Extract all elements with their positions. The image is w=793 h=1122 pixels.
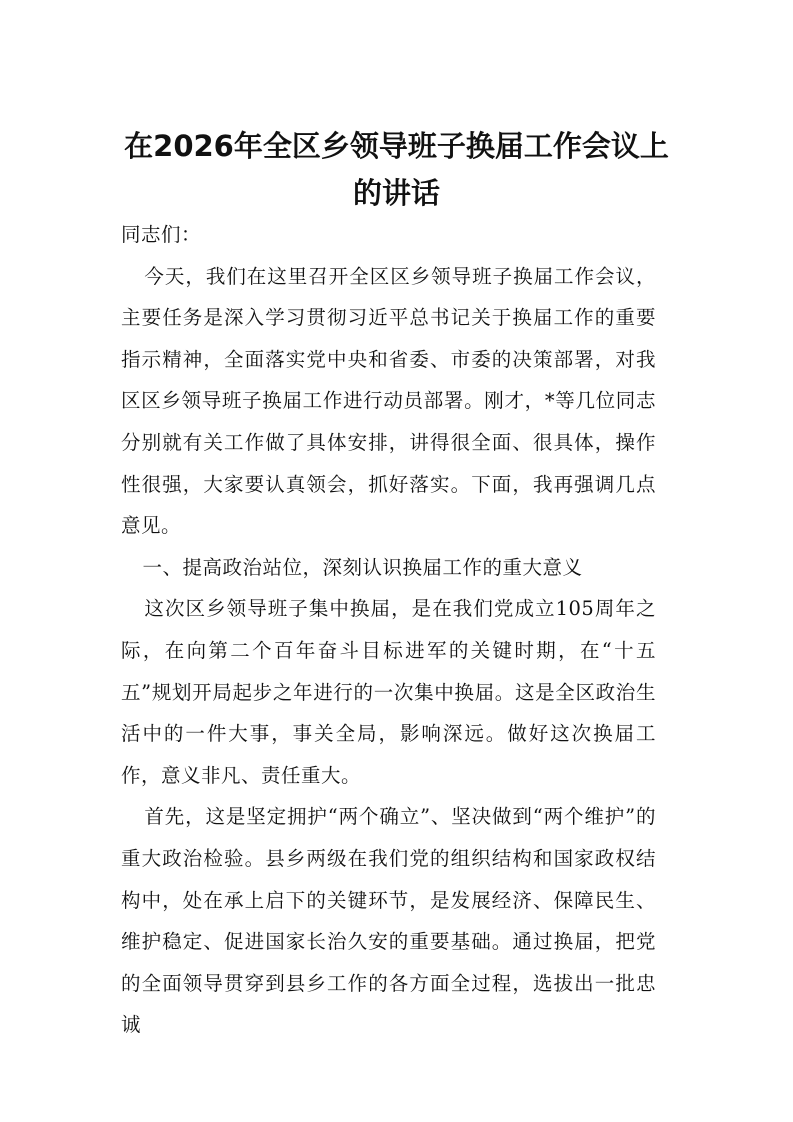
salutation: 同志们： <box>121 223 202 246</box>
document-title-line-1: 在2026年全区乡领导班子换届工作会议上 <box>124 129 669 163</box>
document-title-line-2: 的讲话 <box>352 176 440 210</box>
paragraph-first-point: 首先，这是坚定拥护“两个确立”、坚决做到“两个维护”的重大政治检验。县乡两级在我们党的组织结构和国家政权结构中，处在承上启下的关键环节，是发展经济、保障民生、维护稳定、促进国家长治久安的重要基础。通过换届，把党的全面领导贯穿到县乡工作的各方面全过程，选拔出一批忠诚 <box>121 805 656 1037</box>
section-heading-1: 一、提高政治站位，深刻认识换届工作的重大意义 <box>142 555 583 579</box>
paragraph-opening: 今天，我们在这里召开全区区乡领导班子换届工作会议，主要任务是深入学习贯彻习近平总书记关于换届工作的重要指示精神，全面落实党中央和省委、市委的决策部署，对我区区乡领导班子换届工作进行动员部署。刚才，*等几位同志分别就有关工作做了具体安排，讲得很全面、很具体，操作性很强，大家要认真领会，抓好落实。下面，我再强调几点意见。 <box>121 264 656 538</box>
document-body <box>121 214 656 1046</box>
paragraph-significance: 这次区乡领导班子集中换届，是在我们党成立105周年之际，在向第二个百年奋斗目标进军的关键时期，在“十五五”规划开局起步之年进行的一次集中换届。这是全区政治生活中的一件大事，事关全局，影响深远。做好这次换届工作，意义非凡、责任重大。 <box>121 597 656 787</box>
